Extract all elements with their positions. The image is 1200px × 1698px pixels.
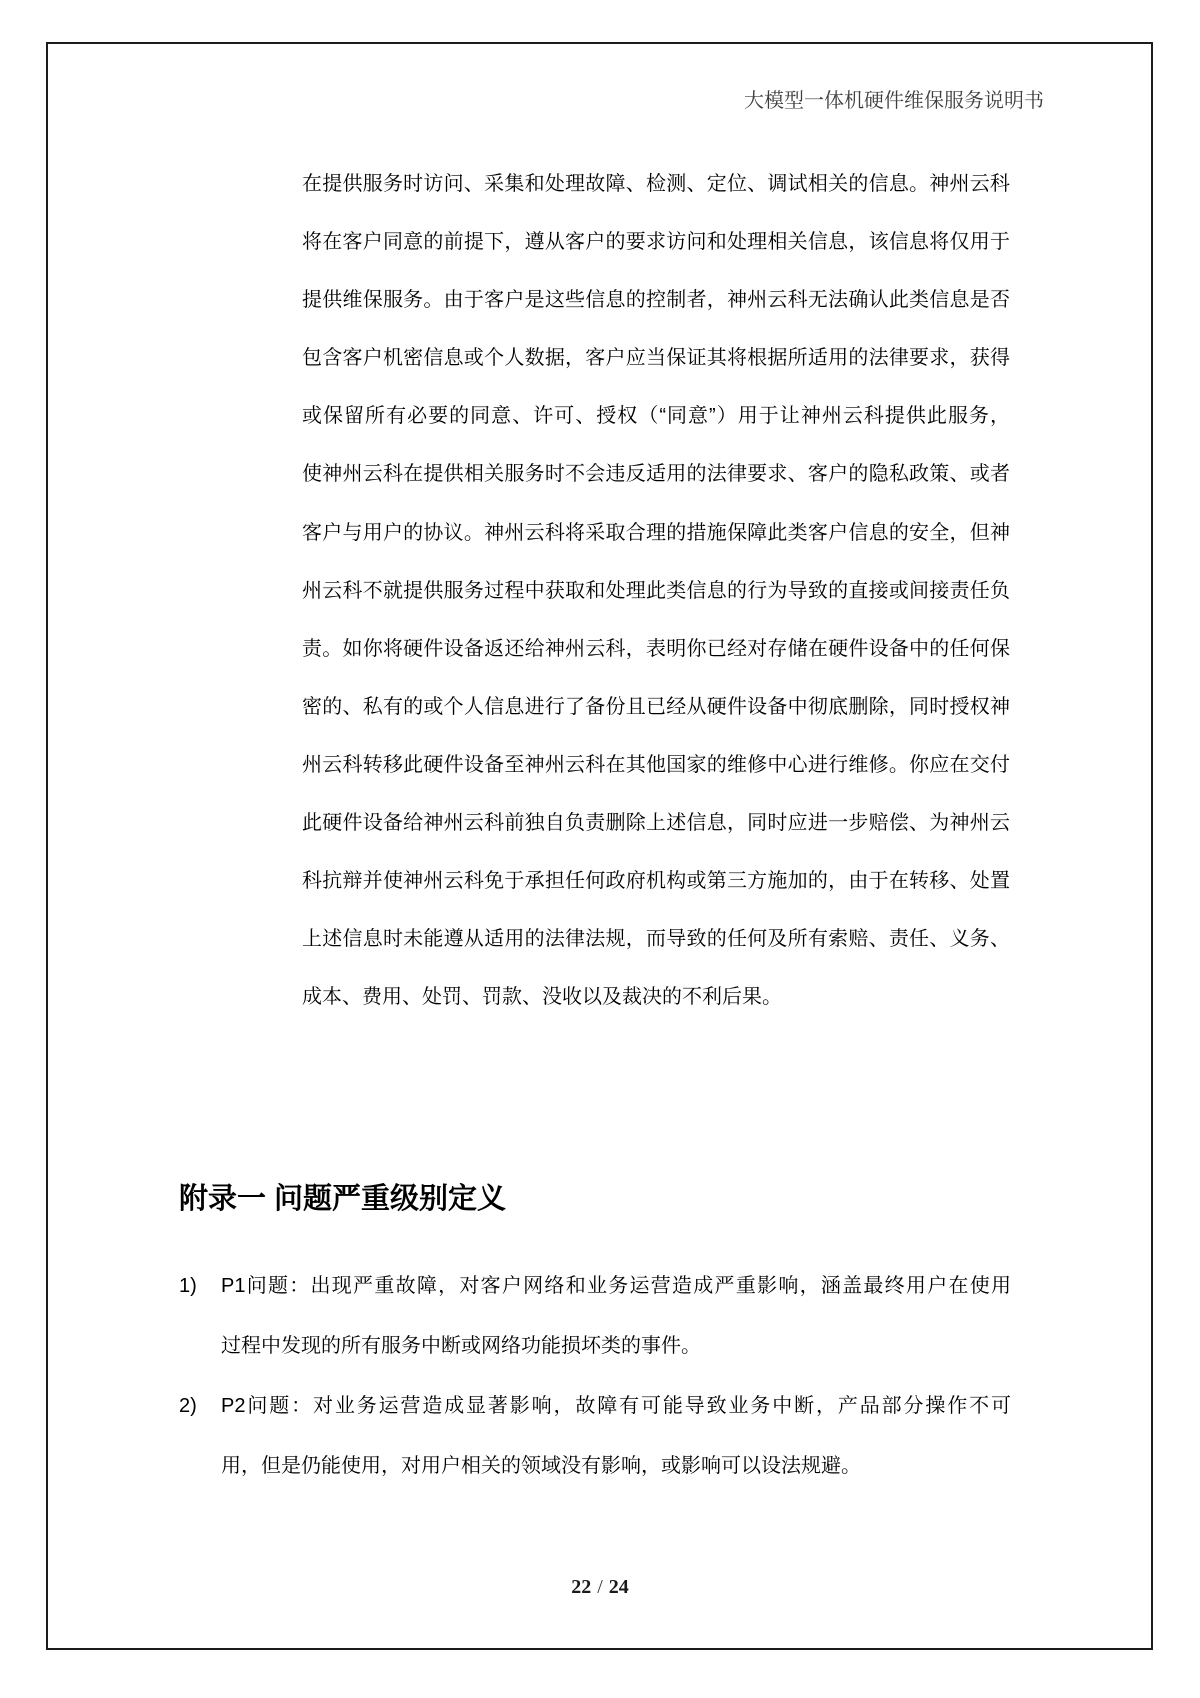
paragraph-line: 此硬件设备给神州云科前独自负责删除上述信息，同时应进一步赔偿、为神州云 [302,812,1010,835]
page-number-separator: / [597,1576,603,1598]
list-item-text [221,1376,1011,1496]
list-item-text [221,1256,1011,1376]
page-header-title: 大模型一体机硬件维保服务说明书 [744,90,1044,112]
paragraph-line: 将在客户同意的前提下，遵从客户的要求访问和处理相关信息，该信息将仅用于 [302,231,1010,254]
list-item-line: P2问题：对业务运营造成显著影响，故障有可能导致业务中断，产品部分操作不可 [221,1395,1011,1417]
page-number-current: 22 [571,1576,592,1598]
list-item-line: 过程中发现的所有服务中断或网络功能损坏类的事件。 [221,1335,701,1357]
paragraph-line: 州云科不就提供服务过程中获取和处理此类信息的行为导致的直接或间接责任负 [302,579,1010,602]
list-item-p1 [179,1256,1011,1376]
page-number [0,1576,1200,1599]
paragraph-line: 客户与用户的协议。神州云科将采取合理的措施保障此类客户信息的安全，但神 [302,521,1010,544]
severity-definition-list [179,1256,1011,1496]
paragraph-line: 提供维保服务。由于客户是这些信息的控制者，神州云科无法确认此类信息是否 [302,289,1010,312]
list-item-number: 1) [179,1275,197,1297]
paragraph-line: 上述信息时未能遵从适用的法律法规，而导致的任何及所有索赔、责任、义务、 [302,928,1010,951]
paragraph-line: 责。如你将硬件设备返还给神州云科，表明你已经对存储在硬件设备中的任何保 [302,637,1010,660]
body-paragraph [302,155,1010,1026]
paragraph-line: 科抗辩并使神州云科免于承担任何政府机构或第三方施加的，由于在转移、处置 [302,870,1010,893]
paragraph-line: 在提供服务时访问、采集和处理故障、检测、定位、调试相关的信息。神州云科 [302,173,1010,195]
paragraph-line: 包含客户机密信息或个人数据，客户应当保证其将根据所适用的法律要求，获得 [302,347,1010,370]
page-number-total: 24 [608,1576,629,1598]
list-item-line: 用，但是仍能使用，对用户相关的领域没有影响，或影响可以设法规避。 [221,1455,861,1477]
paragraph-line: 州云科转移此硬件设备至神州云科在其他国家的维修中心进行维修。你应在交付 [302,753,1010,776]
paragraph-line: 或保留所有必要的同意、许可、授权（“同意”）用于让神州云科提供此服务， [302,405,1010,428]
list-item-number: 2) [179,1395,197,1417]
list-item-line: P1问题：出现严重故障，对客户网络和业务运营造成严重影响，涵盖最终用户在使用 [221,1275,1011,1297]
list-item-p2 [179,1376,1011,1496]
appendix-heading: 附录一 问题严重级别定义 [179,1183,507,1215]
paragraph-line: 使神州云科在提供相关服务时不会违反适用的法律要求、客户的隐私政策、或者 [302,463,1010,486]
paragraph-line: 密的、私有的或个人信息进行了备份且已经从硬件设备中彻底删除，同时授权神 [302,695,1010,718]
paragraph-line: 成本、费用、处罚、罚款、没收以及裁决的不利后果。 [302,986,782,1009]
